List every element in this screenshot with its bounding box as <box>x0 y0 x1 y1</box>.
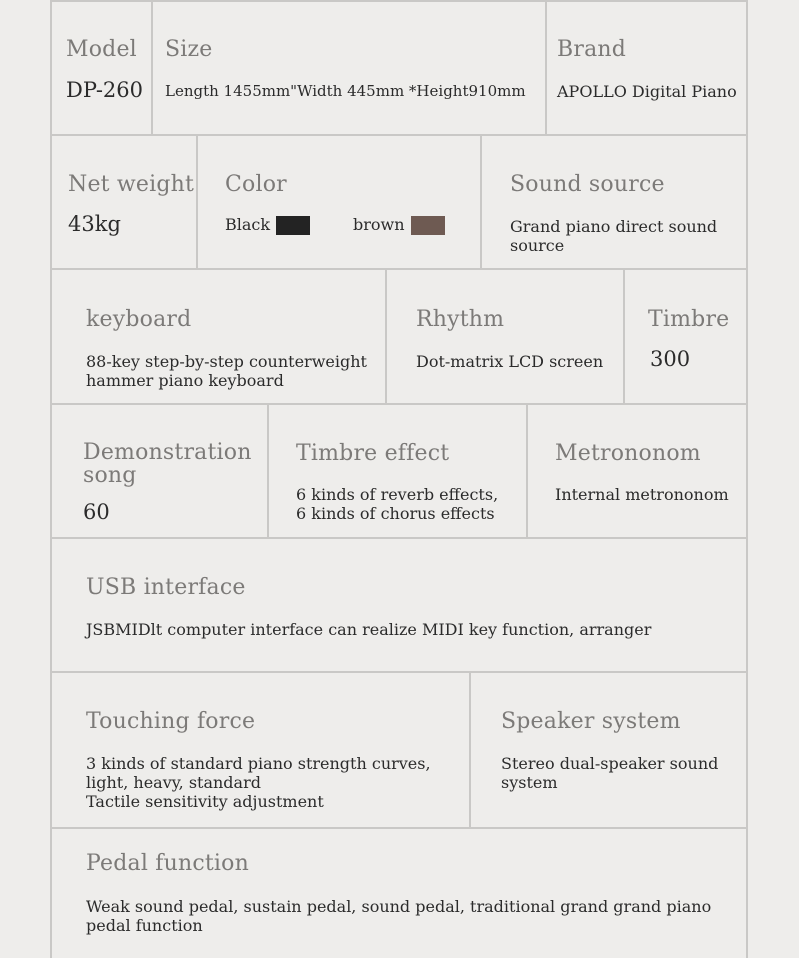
divider <box>545 0 547 134</box>
timbre-value: 300 <box>650 347 691 371</box>
demo-song-title-line: song <box>83 463 137 488</box>
divider <box>50 134 748 136</box>
divider <box>50 671 748 673</box>
divider <box>526 403 528 537</box>
timbre-effect-title: Timbre effect <box>296 441 450 466</box>
demo-song-title <box>83 441 252 487</box>
divider <box>50 268 748 270</box>
demo-song-value: 60 <box>83 500 110 524</box>
divider <box>385 268 387 403</box>
model-value: DP-260 <box>66 78 143 102</box>
timbre-effect-line: 6 kinds of chorus effects <box>296 504 495 523</box>
size-title: Size <box>165 37 213 62</box>
touch-line: 3 kinds of standard piano strength curves, <box>86 754 431 773</box>
speaker-line: system <box>501 773 558 792</box>
sound-source-title: Sound source <box>510 172 665 197</box>
sound-source-line: source <box>510 236 565 255</box>
divider <box>469 671 471 827</box>
timbre-title: Timbre <box>648 307 730 332</box>
speaker-title: Speaker system <box>501 709 681 734</box>
metronome-value: Internal metrononom <box>555 485 729 504</box>
color-label-black: Black <box>225 215 271 234</box>
color-title: Color <box>225 172 287 197</box>
divider <box>267 403 269 537</box>
rhythm-value: Dot-matrix LCD screen <box>416 352 604 371</box>
brand-value: APOLLO Digital Piano <box>557 82 737 101</box>
divider <box>151 0 153 134</box>
color-option-brown <box>353 215 445 235</box>
usb-value: JSBMIDlt computer interface can realize MIDI key function, arranger <box>86 620 652 639</box>
brand-title: Brand <box>557 37 627 62</box>
pedal-line: pedal function <box>86 916 203 935</box>
rhythm-title: Rhythm <box>416 307 505 332</box>
touch-value <box>86 754 431 811</box>
speaker-line: Stereo dual-speaker sound <box>501 754 719 773</box>
touch-line: Tactile sensitivity adjustment <box>86 792 324 811</box>
pedal-line: Weak sound pedal, sustain pedal, sound pedal, traditional grand grand piano <box>86 897 712 916</box>
divider <box>196 134 198 268</box>
divider <box>50 403 748 405</box>
pedal-value <box>86 897 711 935</box>
metronome-title: Metrononom <box>555 441 701 466</box>
timbre-effect-value <box>296 485 498 523</box>
model-title: Model <box>66 37 137 62</box>
divider <box>623 268 625 403</box>
keyboard-line: 88-key step-by-step counterweight <box>86 352 367 371</box>
timbre-effect-line: 6 kinds of reverb effects, <box>296 485 499 504</box>
demo-song-title-line: Demonstration <box>83 440 252 465</box>
divider <box>480 134 482 268</box>
pedal-title: Pedal function <box>86 851 249 876</box>
brown-swatch <box>411 216 445 235</box>
color-label-brown: brown <box>353 215 405 234</box>
keyboard-value <box>86 352 367 390</box>
usb-title: USB interface <box>86 575 246 600</box>
black-swatch <box>276 216 310 235</box>
net-weight-value: 43kg <box>68 212 121 236</box>
divider <box>50 0 748 2</box>
color-option-black <box>225 215 310 235</box>
net-weight-title: Net weight <box>68 172 195 197</box>
divider <box>50 827 748 829</box>
sound-source-value <box>510 217 717 255</box>
sound-source-line: Grand piano direct sound <box>510 217 718 236</box>
keyboard-title: keyboard <box>86 307 192 332</box>
size-value: Length 1455mm"Width 445mm *Height910mm <box>165 82 526 100</box>
keyboard-line: hammer piano keyboard <box>86 371 284 390</box>
speaker-value <box>501 754 718 792</box>
touch-line: light, heavy, standard <box>86 773 261 792</box>
touch-title: Touching force <box>86 709 256 734</box>
divider <box>50 537 748 539</box>
